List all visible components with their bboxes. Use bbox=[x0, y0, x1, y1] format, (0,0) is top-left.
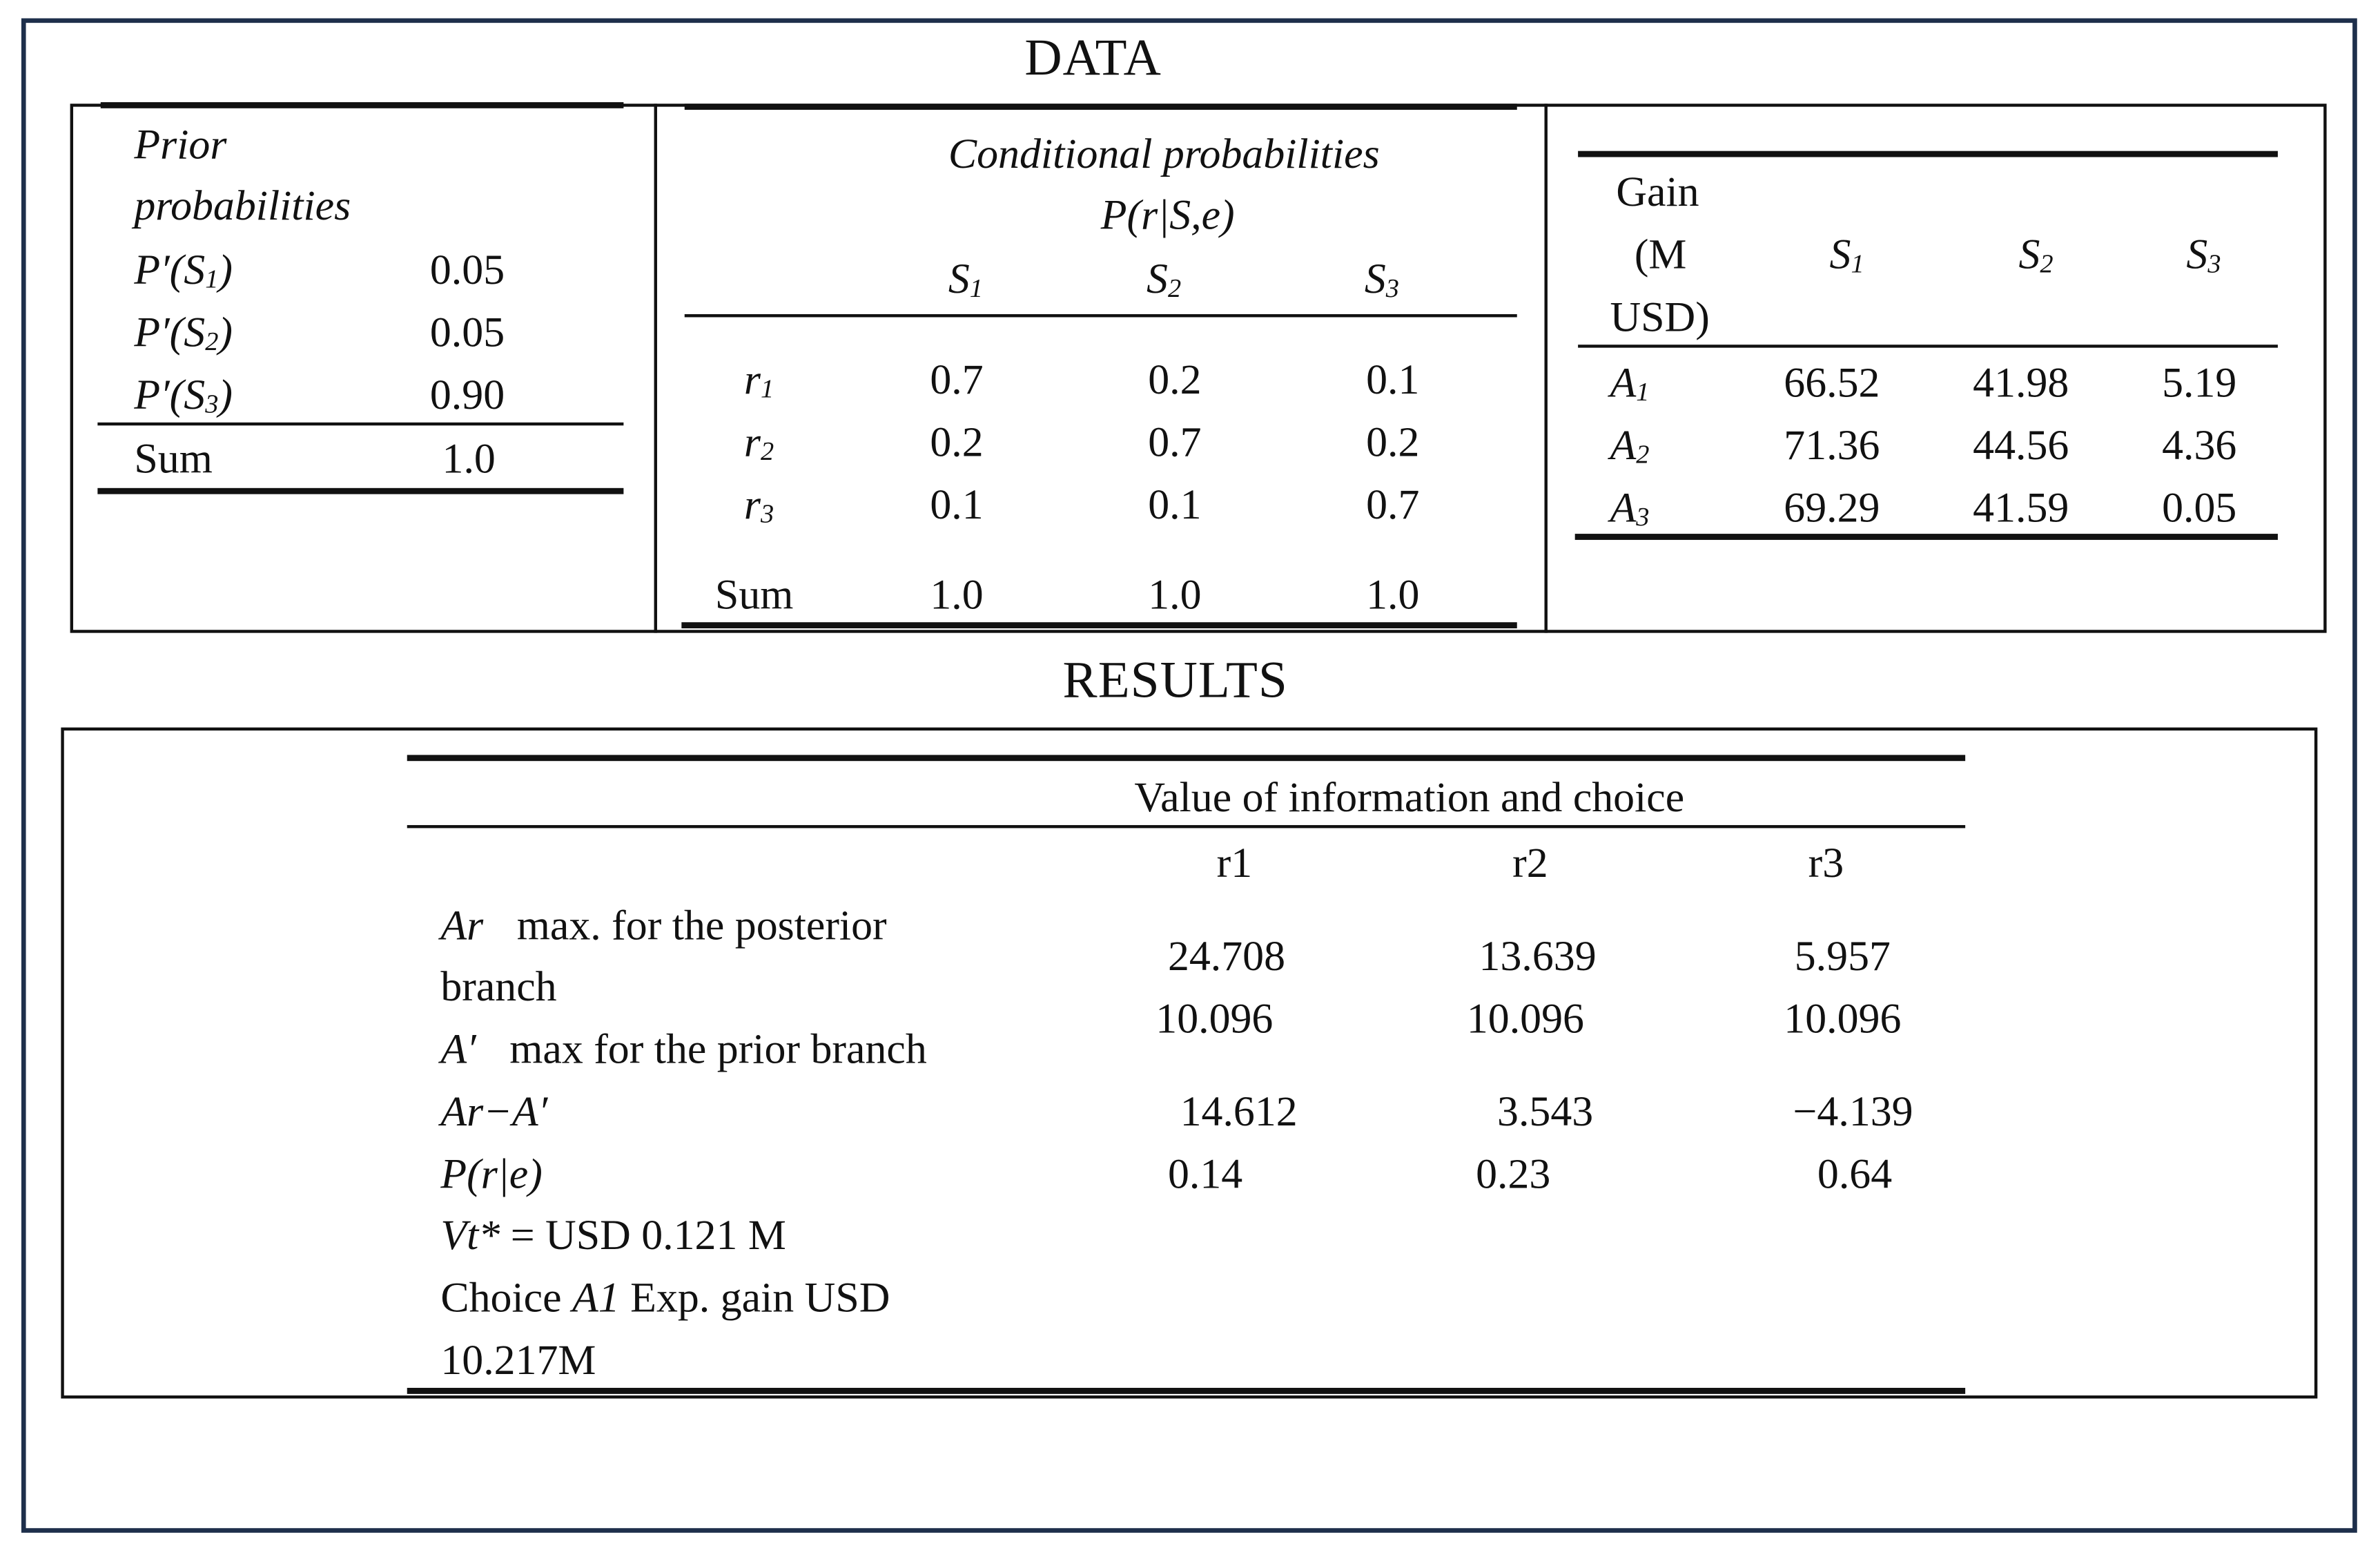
prior-row-value: 0.05 bbox=[429, 246, 505, 295]
ar-label: Ar max. for the posterior bbox=[440, 902, 887, 951]
vt-line: Vt* = USD 0.121 M bbox=[440, 1212, 786, 1260]
cond-title-line1: Conditional probabilities bbox=[948, 130, 1380, 179]
results-top-rule bbox=[407, 755, 1965, 761]
cond-col-header: $S_2$ bbox=[1147, 256, 1182, 304]
pre-label: P(r|e) bbox=[440, 1151, 543, 1199]
gain-bottom-rule bbox=[1575, 534, 2278, 540]
cond-cell: 0.1 bbox=[1366, 356, 1420, 405]
cond-cell: 0.1 bbox=[930, 481, 984, 530]
gain-cell: 5.19 bbox=[2162, 360, 2237, 407]
cond-bottom-rule bbox=[681, 622, 1516, 628]
prior-header-line1: Prior bbox=[134, 122, 227, 170]
gain-cell: 71.36 bbox=[1784, 422, 1880, 470]
gain-cell: 41.98 bbox=[1973, 360, 2069, 407]
prior-sum-value: 1.0 bbox=[442, 436, 496, 484]
cond-title-line2: P(r|S,e) bbox=[1100, 192, 1235, 240]
gain-cell: 4.36 bbox=[2162, 422, 2237, 470]
results-bottom-rule bbox=[407, 1388, 1965, 1394]
cond-cell: 0.2 bbox=[930, 419, 984, 467]
prior-row-label: $P'(S_2)$ bbox=[134, 309, 233, 357]
cond-cell: 0.7 bbox=[1366, 481, 1420, 530]
ar-value: 24.708 bbox=[1167, 933, 1286, 981]
cond-cell: 0.7 bbox=[930, 356, 984, 405]
prior-row-value: 0.05 bbox=[429, 309, 505, 357]
gain-cell: 41.59 bbox=[1973, 485, 2069, 532]
aprime-value: 10.096 bbox=[1155, 996, 1274, 1043]
gain-cell: 66.52 bbox=[1784, 360, 1880, 407]
prior-row-label: $P'(S_3)$ bbox=[134, 371, 233, 420]
cond-row-label: $r_3$ bbox=[743, 481, 774, 530]
cond-sum-label: Sum bbox=[714, 572, 794, 619]
cond-row-label: $r_2$ bbox=[743, 419, 774, 467]
choice-line: Choice A1 Exp. gain USD bbox=[440, 1275, 890, 1323]
cond-cell: 0.2 bbox=[1366, 419, 1420, 467]
pre-value: 0.64 bbox=[1817, 1151, 1893, 1199]
gain-header-line3: USD) bbox=[1610, 294, 1710, 342]
gain-row-label: $A_2$ bbox=[1610, 422, 1650, 470]
data-divider-2 bbox=[1545, 104, 1548, 632]
results-header-rule bbox=[407, 825, 1965, 828]
results-table-title: Value of information and choice bbox=[1134, 775, 1685, 822]
gain-header-line1: Gain bbox=[1616, 169, 1699, 217]
pre-value: 0.23 bbox=[1476, 1151, 1551, 1199]
prior-row-value: 0.90 bbox=[429, 371, 505, 420]
prior-sum-label: Sum bbox=[134, 436, 213, 484]
gain-cell: 69.29 bbox=[1784, 485, 1880, 532]
ar-value: 5.957 bbox=[1794, 933, 1891, 981]
data-divider-1 bbox=[654, 104, 657, 632]
cond-row-label: $r_1$ bbox=[743, 356, 774, 405]
cond-col-header: $S_1$ bbox=[948, 256, 983, 304]
diff-value: −4.139 bbox=[1793, 1089, 1913, 1137]
ar-label-line2: branch bbox=[440, 963, 557, 1012]
gain-header-line2: (M bbox=[1634, 231, 1687, 280]
gain-cell: 0.05 bbox=[2162, 485, 2237, 532]
cond-top-rule bbox=[685, 104, 1517, 110]
prior-header-line2: probabilities bbox=[134, 183, 351, 231]
cond-col-header: $S_3$ bbox=[1364, 256, 1399, 304]
results-col-header: r3 bbox=[1808, 840, 1844, 888]
gain-col-header: $S_1$ bbox=[1829, 231, 1864, 280]
gain-row-label: $A_1$ bbox=[1610, 360, 1650, 407]
cond-cell: 0.7 bbox=[1148, 419, 1202, 467]
prior-top-rule bbox=[101, 102, 624, 108]
cond-cell: 0.1 bbox=[1148, 481, 1202, 530]
ar-value: 13.639 bbox=[1479, 933, 1597, 981]
pre-value: 0.14 bbox=[1167, 1151, 1243, 1199]
gain-header-rule bbox=[1578, 345, 2278, 347]
results-col-header: r2 bbox=[1512, 840, 1548, 888]
prior-mid-rule bbox=[97, 423, 623, 425]
diff-value: 14.612 bbox=[1180, 1089, 1298, 1137]
cond-sum-cell: 1.0 bbox=[1366, 572, 1420, 619]
gain-col-header: $S_3$ bbox=[2186, 231, 2221, 280]
prior-row-label: $P'(S_1)$ bbox=[134, 246, 233, 295]
cond-cell: 0.2 bbox=[1148, 356, 1202, 405]
aprime-label: A′ max for the prior branch bbox=[440, 1026, 927, 1074]
gain-cell: 44.56 bbox=[1973, 422, 2069, 470]
prior-bottom-rule bbox=[97, 488, 623, 494]
cond-sum-cell: 1.0 bbox=[930, 572, 984, 619]
data-heading: DATA bbox=[1024, 30, 1162, 87]
diff-label: Ar−A′ bbox=[440, 1089, 548, 1137]
results-col-header: r1 bbox=[1216, 840, 1253, 888]
aprime-value: 10.096 bbox=[1466, 996, 1584, 1043]
gain-col-header: $S_2$ bbox=[2018, 231, 2054, 280]
cond-sum-cell: 1.0 bbox=[1148, 572, 1202, 619]
aprime-value: 10.096 bbox=[1784, 996, 1902, 1043]
diff-value: 3.543 bbox=[1497, 1089, 1594, 1137]
choice-line2: 10.217M bbox=[440, 1337, 596, 1385]
results-heading: RESULTS bbox=[1062, 652, 1288, 710]
cond-header-rule bbox=[685, 314, 1517, 317]
gain-top-rule bbox=[1578, 151, 2278, 157]
gain-row-label: $A_3$ bbox=[1610, 485, 1650, 532]
